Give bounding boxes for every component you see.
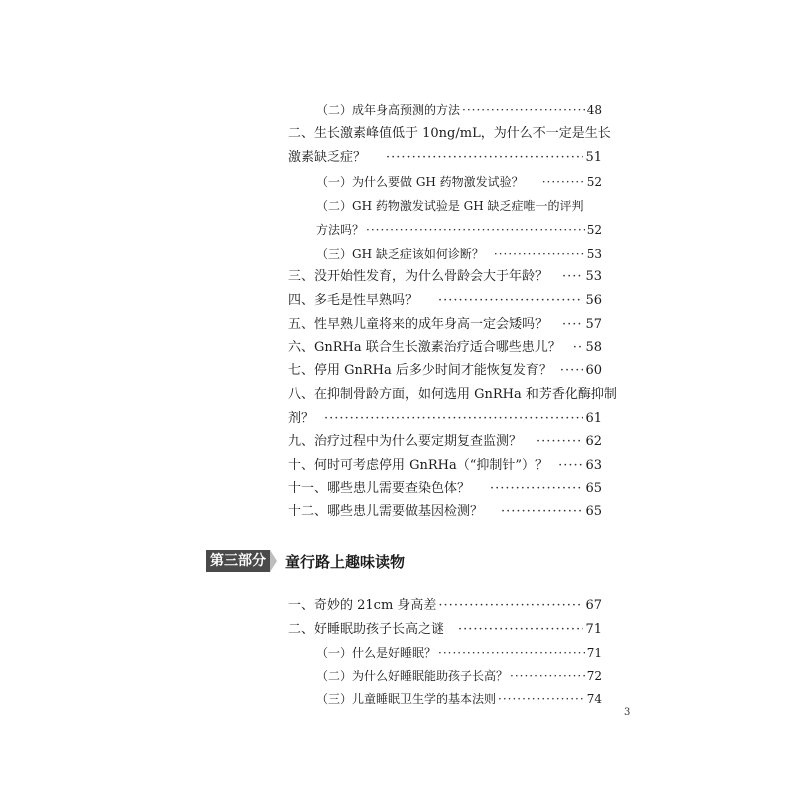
toc-entry[interactable] <box>316 197 602 215</box>
toc-entry-page: 51 <box>585 150 602 165</box>
toc-entry-text: 四、多毛是性早熟吗？ <box>288 293 419 308</box>
toc-entry-text: 二、好睡眠助孩子长高之谜 <box>288 622 445 637</box>
toc-entry-page: 57 <box>585 317 602 332</box>
toc-entry-text: 五、性早熟儿童将来的成年身高一定会矮吗？ <box>288 317 549 332</box>
toc-entry[interactable] <box>288 292 602 310</box>
toc-entry-text: 十、何时可考虑停用 GnRHa（“抑制针”）？ <box>288 458 549 473</box>
toc-leader-dots <box>386 149 583 167</box>
toc-entry-page: 60 <box>585 363 602 378</box>
toc-entry-text: （三）GH 缺乏症该如何诊断？ <box>316 247 484 261</box>
toc-entry-text: （二）GH 药物激发试验是 GH 缺乏症唯一的评判 <box>316 199 584 213</box>
toc-entry[interactable] <box>288 480 602 498</box>
toc-entry-text: 三、没开始性发育，为什么骨龄会大于年龄？ <box>288 269 549 284</box>
toc-entry[interactable] <box>316 667 602 685</box>
toc-entry[interactable] <box>288 268 602 286</box>
toc-entry-text: 剂？ <box>288 411 315 426</box>
toc-entry-text: （二）为什么好睡眠能助孩子长高？ <box>316 669 509 683</box>
toc-leader-dots <box>438 644 585 662</box>
toc-entry[interactable] <box>316 221 602 239</box>
toc-entry-page: 65 <box>585 481 602 496</box>
toc-entry[interactable] <box>288 125 611 143</box>
toc-entry[interactable] <box>316 101 602 119</box>
toc-entry[interactable] <box>288 410 602 428</box>
toc-entry-text: 二、生长激素峰值低于 10ng/mL，为什么不一定是生长 <box>288 126 611 141</box>
toc-leader-dots <box>438 597 583 615</box>
toc-entry[interactable] <box>316 173 602 191</box>
toc-leader-dots <box>490 480 583 498</box>
toc-entry-page: 52 <box>586 223 602 237</box>
page-number: 3 <box>624 707 631 718</box>
toc-entry-text: 六、GnRHa 联合生长激素治疗适合哪些患儿？ <box>288 340 561 355</box>
toc-entry-text: 一、奇妙的 21cm 身高差 <box>288 598 437 613</box>
toc-entry-text: （一）为什么要做 GH 药物激发试验？ <box>316 175 524 189</box>
toc-entry-text: 七、停用 GnRHa 后多少时间才能恢复发育？ <box>288 363 552 378</box>
toc-leader-dots <box>438 292 583 310</box>
toc-entry[interactable] <box>288 339 602 357</box>
toc-entry[interactable] <box>316 245 602 263</box>
toc-entry-page: 67 <box>585 598 602 613</box>
toc-leader-dots <box>462 101 585 119</box>
toc-leader-dots <box>536 433 583 451</box>
toc-leader-dots <box>498 690 585 708</box>
toc-leader-dots <box>573 339 584 357</box>
toc-entry[interactable] <box>288 433 602 451</box>
toc-entry-text: 九、治疗过程中为什么要定期复查监测？ <box>288 434 523 449</box>
toc-entry-text: （二）成年身高预测的方法 <box>316 103 461 117</box>
toc-entry-page: 56 <box>585 293 602 308</box>
toc-entry-text: 十一、哪些患儿需要查染色体？ <box>288 481 471 496</box>
toc-entry-page: 62 <box>585 434 602 449</box>
toc-entry-text: 十二、哪些患儿需要做基因检测？ <box>288 504 484 519</box>
section-title: 童行路上趣味读物 <box>285 552 406 571</box>
toc-leader-dots <box>494 245 585 263</box>
toc-entry-page: 58 <box>585 340 602 355</box>
toc-entry-text: 方法吗？ <box>316 223 365 237</box>
toc-entry-page: 48 <box>586 103 602 117</box>
toc-entry-text: 八、在抑制骨龄方面，如何选用 GnRHa 和芳香化酶抑制 <box>288 387 617 402</box>
toc-entry-page: 71 <box>585 622 602 637</box>
toc-entry[interactable] <box>288 457 602 475</box>
toc-entry[interactable] <box>288 316 602 334</box>
section-arrow-icon <box>270 550 277 572</box>
toc-entry[interactable] <box>288 621 602 639</box>
toc-entry-page: 52 <box>586 175 602 189</box>
toc-leader-dots <box>562 316 583 334</box>
toc-leader-dots <box>560 362 584 380</box>
toc-leader-dots <box>510 667 585 685</box>
toc-entry[interactable] <box>288 362 602 380</box>
toc-entry-page: 71 <box>586 646 602 660</box>
section-header <box>206 550 405 572</box>
toc-entry-page: 53 <box>586 247 602 261</box>
toc-entry-text: （三）儿童睡眠卫生学的基本法则 <box>316 692 497 706</box>
toc-leader-dots <box>542 173 585 191</box>
toc-entry[interactable] <box>288 386 617 404</box>
toc-leader-dots <box>458 621 583 639</box>
toc-leader-dots <box>501 503 583 521</box>
toc-entry[interactable] <box>288 597 602 615</box>
toc-entry[interactable] <box>288 149 602 167</box>
toc-entry-text: 激素缺乏症？ <box>288 150 367 165</box>
toc-entry-page: 61 <box>585 411 602 426</box>
toc-entry[interactable] <box>316 690 602 708</box>
toc-leader-dots <box>558 457 583 475</box>
toc-entry-page: 74 <box>586 692 602 706</box>
toc-leader-dots <box>324 410 583 428</box>
toc-entry-page: 63 <box>585 458 602 473</box>
section-tag: 第三部分 <box>206 550 270 572</box>
toc-entry[interactable] <box>316 644 602 662</box>
toc-entry[interactable] <box>288 503 602 521</box>
toc-entry-page: 53 <box>585 269 602 284</box>
toc-entry-page: 65 <box>585 504 602 519</box>
toc-entry-page: 72 <box>586 669 602 683</box>
toc-leader-dots <box>366 221 585 239</box>
toc-entry-text: （一）什么是好睡眠？ <box>316 646 437 660</box>
toc-leader-dots <box>562 268 583 286</box>
